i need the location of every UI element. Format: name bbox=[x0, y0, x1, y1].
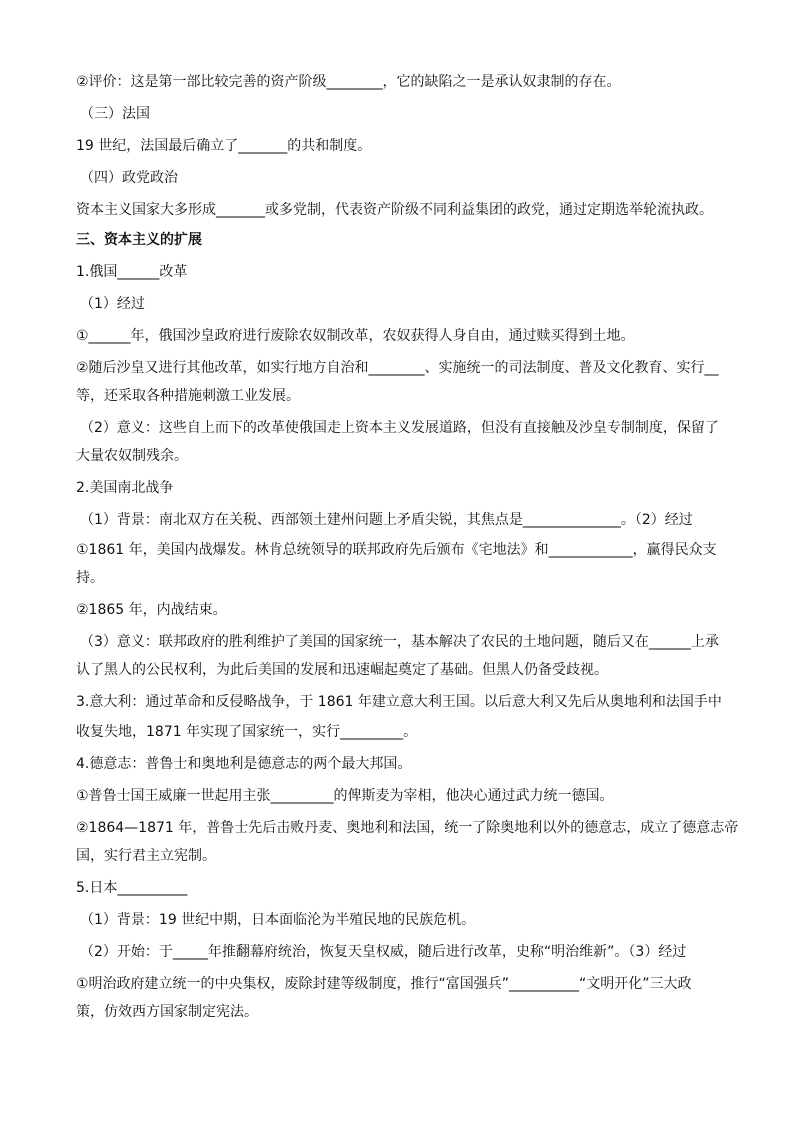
text-line: （1）经过 bbox=[80, 296, 145, 312]
text-line: ②随后沙皇又进行其他改革，如实行地方自治和________、实施统一的司法制度、普及文化教育、实行__ bbox=[76, 360, 719, 376]
subheading-germany: 4.德意志：普鲁士和奥地利是德意志的两个最大邦国。 bbox=[76, 756, 412, 772]
text-line: 国，实行君主立宪制。 bbox=[76, 848, 216, 864]
text-line: 19 世纪，法国最后确立了_______的共和制度。 bbox=[76, 138, 372, 154]
subheading-italy: 3.意大利：通过革命和反侵略战争，于 1861 年建立意大利王国。以后意大利又先后从奥地利和法国手中 bbox=[76, 694, 722, 710]
text-line: ①1861 年，美国内战爆发。林肯总统领导的联邦政府先后颁布《宅地法》和____________，赢得民众支 bbox=[76, 542, 717, 558]
text-line: 资本主义国家大多形成_______或多党制，代表资产阶级不同利益集团的政党，通过定期选举轮流执政。 bbox=[76, 202, 713, 218]
text-line: 认了黑人的公民权利，为此后美国的发展和迅速崛起奠定了基础。但黑人仍备受歧视。 bbox=[76, 662, 608, 678]
text-line: 策，仿效西方国家制定宪法。 bbox=[76, 1004, 258, 1020]
text-line: （2）意义：这些自上而下的改革使俄国走上资本主义发展道路，但没有直接触及沙皇专制制度，保留了 bbox=[80, 420, 719, 436]
text-line: ②1865 年，内战结束。 bbox=[76, 602, 227, 618]
text-line: 收复失地，1871 年实现了国家统一，实行_________。 bbox=[76, 724, 418, 740]
text-line: （3）意义：联邦政府的胜利维护了美国的国家统一，基本解决了农民的土地问题，随后又在______上承 bbox=[80, 634, 719, 650]
text-line: （1）背景：19 世纪中期，日本面临沦为半殖民地的民族危机。 bbox=[80, 912, 476, 928]
subheading-us-civil-war: 2.美国南北战争 bbox=[76, 480, 174, 496]
text-line: 等，还采取各种措施刺激工业发展。 bbox=[76, 388, 300, 404]
text-line: 大量农奴制残余。 bbox=[76, 448, 188, 464]
text-line: 持。 bbox=[76, 570, 104, 586]
text-line: （1）背景：南北双方在关税、西部领土建州问题上矛盾尖锐，其焦点是______________。（2）经过 bbox=[80, 512, 693, 528]
heading-france: （三）法国 bbox=[80, 106, 150, 122]
text-line: ②评价：这是第一部比较完善的资产阶级________，它的缺陷之一是承认奴隶制的存在。 bbox=[76, 74, 621, 90]
text-line: ①明治政府建立统一的中央集权，废除封建等级制度，推行“富国强兵”__________“文明开化”三大政 bbox=[76, 976, 692, 992]
text-line: （2）开始：于_____年推翻幕府统治，恢复天皇权威，随后进行改革，史称“明治维新”。（3）经过 bbox=[80, 944, 687, 960]
text-line: ①______年，俄国沙皇政府进行废除农奴制改革，农奴获得人身自由，通过赎买得到土地。 bbox=[76, 328, 635, 344]
heading-party-politics: （四）政党政治 bbox=[80, 170, 178, 186]
subheading-russia: 1.俄国______改革 bbox=[76, 264, 188, 280]
subheading-japan: 5.日本__________ bbox=[76, 880, 188, 896]
section-heading: 三、资本主义的扩展 bbox=[76, 232, 202, 248]
text-line: ②1864—1871 年，普鲁士先后击败丹麦、奥地利和法国，统一了除奥地利以外的德意志，成立了德意志帝 bbox=[76, 820, 739, 836]
text-line: ①普鲁士国王威廉一世起用主张_________的俾斯麦为宰相，他决心通过武力统一德国。 bbox=[76, 788, 614, 804]
